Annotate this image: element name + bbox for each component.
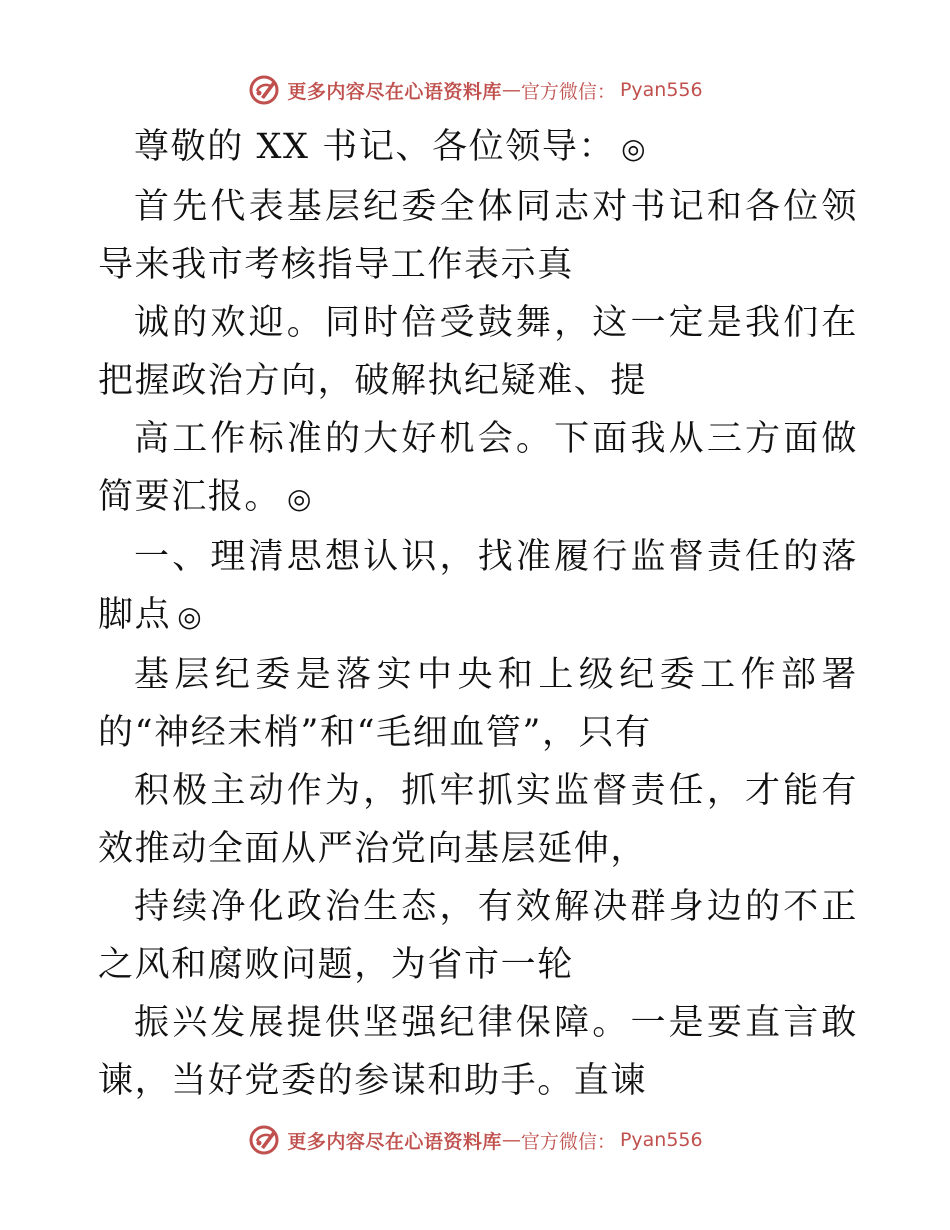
footer-brand: 更多内容尽在心语资料库 — [287, 1130, 502, 1153]
paragraph — [98, 646, 858, 762]
paragraph — [98, 878, 858, 994]
heart-pen-logo-icon — [247, 73, 281, 107]
paragraph-end-mark-icon: ◎ — [287, 482, 314, 515]
paragraph — [98, 294, 858, 410]
footer-separator: — — [501, 1129, 521, 1151]
paragraph — [98, 118, 858, 178]
paragraph-end-mark-icon: ◎ — [621, 132, 648, 165]
paragraph — [98, 178, 858, 294]
paragraph — [98, 994, 858, 1110]
paragraph-text: 基层纪委是落实中央和上级纪委工作部署的“神经末梢”和“毛细血管”，只有 — [98, 655, 858, 753]
footer-official-label: 官方微信： — [520, 1130, 616, 1153]
header-brand: 更多内容尽在心语资料库 — [287, 80, 502, 103]
paragraph — [98, 528, 858, 646]
header-separator: — — [501, 79, 521, 101]
header-banner — [0, 70, 950, 110]
header-official-label: 官方微信： — [520, 80, 616, 103]
paragraph-text: 一、理清思想认识，找准履行监督责任的落脚点 — [98, 537, 858, 635]
paragraph-text: 持续净化政治生态，有效解决群身边的不正之风和腐败问题，为省市一轮 — [98, 887, 858, 985]
paragraph-text: 振兴发展提供坚强纪律保障。一是要直言敢谏，当好党委的参谋和助手。直谏 — [98, 1003, 858, 1101]
document-body — [98, 118, 858, 1110]
paragraph-text: 首先代表基层纪委全体同志对书记和各位领导来我市考核指导工作表示真 — [98, 187, 858, 285]
footer-wechat-id: Pyan556 — [619, 1129, 703, 1151]
paragraph-text: 高工作标准的大好机会。下面我从三方面做简要汇报。 — [98, 419, 858, 517]
paragraph-end-mark-icon: ◎ — [177, 600, 204, 633]
paragraph-text: 诚的欢迎。同时倍受鼓舞，这一定是我们在把握政治方向，破解执纪疑难、提 — [98, 303, 858, 401]
footer-banner — [0, 1120, 950, 1160]
paragraph-text: 积极主动作为，抓牢抓实监督责任，才能有效推动全面从严治党向基层延伸， — [98, 771, 858, 869]
heart-pen-logo-icon — [247, 1123, 281, 1157]
header-wechat-id: Pyan556 — [619, 79, 703, 101]
paragraph — [98, 410, 858, 528]
paragraph — [98, 762, 858, 878]
paragraph-text: 尊敬的 XX 书记、各位领导： — [134, 127, 616, 167]
